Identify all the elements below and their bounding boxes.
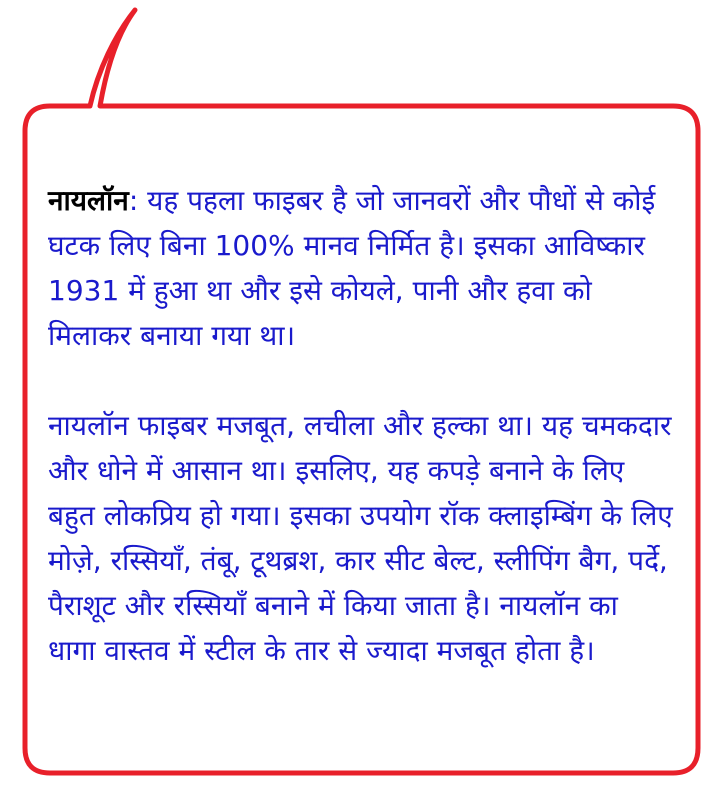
uses-text: नायलॉन फाइबर मजबूत, लचीला और हल्का था। यह चमकदार और धोने में आसान था। इसलिए, यह कपड़े बनाने के लिए बहुत लोकप्रिय हो गया। इसका उपयोग रॉक क्लाइम्बिंग के लिए मोज़े, रस्सियाँ, तंबू, टूथब्रश, कार सीट बेल्ट, स्लीपिंग बैग, पर्दे, पैराशूट और रस्सियाँ बनाने में किया जाता है। नायलॉन का धागा वास्तव में स्टील के तार से ज्यादा मजबूत होता है। (48, 409, 673, 667)
term-nylon: नायलॉन (48, 184, 129, 217)
paragraph-nylon-uses (48, 403, 673, 673)
callout-text (48, 178, 673, 673)
definition-text: : यह पहला फाइबर है जो जानवरों और पौधों से कोई घटक लिए बिना 100% मानव निर्मित है। इसका आविष्कार 1931 में हुआ था और इसे कोयले, पानी और हवा को मिलाकर बनाया गया था। (48, 184, 656, 352)
paragraph-nylon-definition (48, 178, 673, 358)
